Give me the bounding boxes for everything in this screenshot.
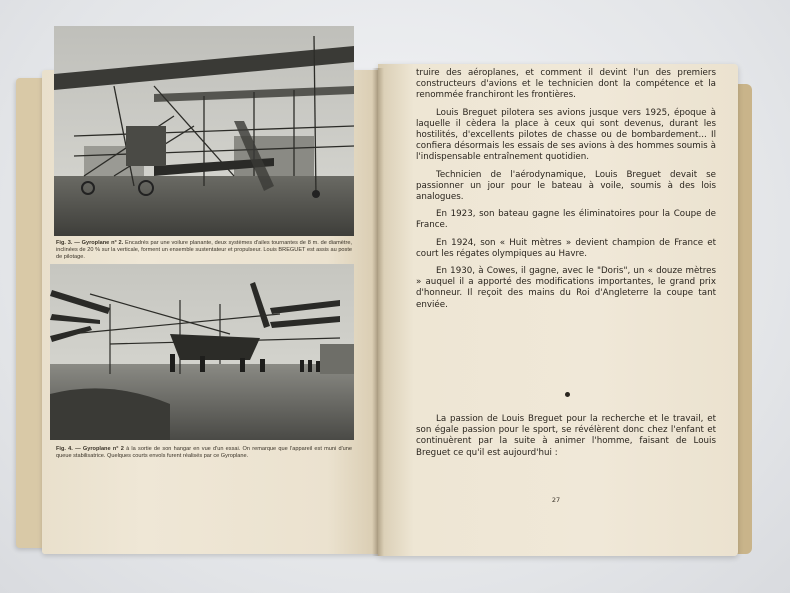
paragraph: Technicien de l'aérodynamique, Louis Breguet devait se passionner un jour pour le bateau à voile, soumis à des lois analogues. xyxy=(416,169,716,203)
paragraph: Louis Breguet pilotera ses avions jusque vers 1925, époque à laquelle il cèdera la place à ceux qui sont devenus, durant les hostilités, d'excellents pilotes de chasse ou de bombardement... Il confiera désormais les essais de ses avions à des hommes soumis à l'indispensable entraînement quotidien. xyxy=(416,107,716,163)
figure-4-caption-text: à la sortie de son hangar en vue d'un essai. On remarque que l'appareil est muni d'une queue stabilisatrice. Quelques courts envols furent réalisés par ce Gyroplane. xyxy=(56,446,352,459)
figure-4-photo xyxy=(50,264,354,440)
right-page-text-bottom xyxy=(416,414,716,465)
paragraph: En 1923, son bateau gagne les éliminatoires pour la Coupe de France. xyxy=(416,209,716,231)
figure-4-caption-label: Fig. 4. — Gyroplane n° 2 xyxy=(56,446,124,452)
figure-3-caption-text: Encadrés par une voilure planante, deux systèmes d'ailes tournantes de 8 m. de diamètre, inclinées de 20 % sur la verticale, forment un ensemble sustentateur et propulseur. Louis BREGUET est assis au poste de pilotage. xyxy=(56,240,352,260)
paragraph: La passion de Louis Breguet pour la recherche et le travail, et son égale passion pour le sport, se révélèrent donc chez l'enfant et continuèrent par la suite à animer l'homme, faisant de Louis Breguet ce qu'il est aujourd'hui : xyxy=(416,414,716,458)
page-number: 27 xyxy=(551,496,561,504)
figure-3-photo xyxy=(54,26,354,236)
figure-3-caption-label: Fig. 3. — Gyroplane n° 2. xyxy=(56,240,124,246)
figure-3-caption xyxy=(56,240,352,261)
right-page-text-top xyxy=(416,68,716,317)
book-gutter xyxy=(372,68,384,556)
figure-4-caption xyxy=(56,446,352,460)
paragraph: En 1930, à Cowes, il gagne, avec le "Doris", un « douze mètres » auquel il a apporté des modifications importantes, le grand prix d'honneur. Il reçoit des mains du Roi d'Angleterre la coupe tant enviée. xyxy=(416,266,716,310)
section-separator-dot xyxy=(565,392,570,397)
paragraph: truire des aéroplanes, et comment il devint l'un des premiers constructeurs d'avions et le technicien dont la compétence et la renommée franchiront les frontières. xyxy=(416,68,716,101)
paragraph: En 1924, son « Huit mètres » devient champion de France et court les régates olympiques au Havre. xyxy=(416,237,716,259)
